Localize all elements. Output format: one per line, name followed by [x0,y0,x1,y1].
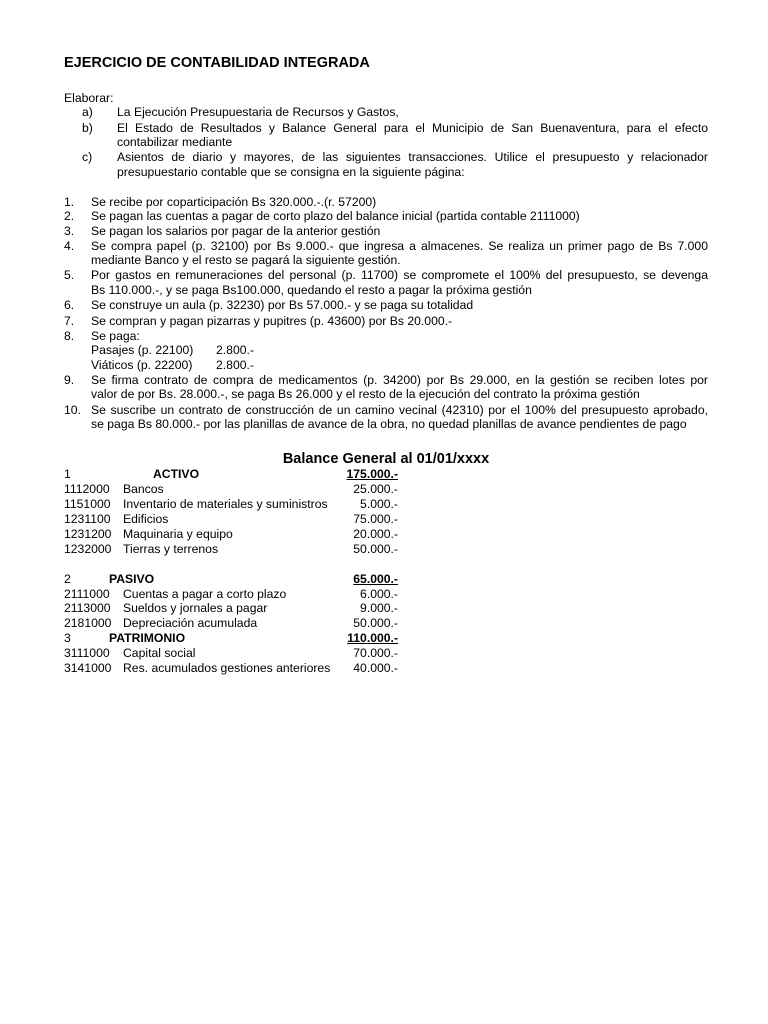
transaction-text: Se paga: [91,329,140,343]
transaction-number: 3. [64,224,75,238]
transaction-text: Se compran y pagan pizarras y pupitres (p. 43600) por Bs 20.000.- [91,314,453,328]
transaction-number: 2. [64,209,75,223]
balance-title: Balance General al 01/01/xxxx [282,451,490,467]
section-label-patrimonio: PATRIMONIO [109,631,186,645]
transaction-number: 5. [64,268,75,282]
account-desc: Maquinaria y equipo [123,527,233,541]
section-total-pasivo: 65.000.- [353,572,398,586]
account-desc: Inventario de materiales y suministros [123,497,328,511]
account-desc: Edificios [123,512,169,526]
account-code: 1112000 [64,482,110,496]
transaction-text: Se construye un aula (p. 32230) por Bs 57.000.- y se paga su totalidad [91,298,474,312]
transaction-text: Se pagan los salarios por pagar de la anterior gestión [91,224,381,238]
intro-item-letter: a) [82,105,93,119]
account-code: 3141000 [64,661,112,675]
account-desc: Cuentas a pagar a corto plazo [123,587,287,601]
transaction-number: 4. [64,239,75,253]
account-desc: Tierras y terrenos [123,542,219,556]
intro-item-letter: b) [82,121,93,135]
transaction-text: Se compra papel (p. 32100) por Bs 9.000.- que ingresa a almacenes. Se realiza un primer pago de Bs 7.000 [91,239,708,253]
account-amount: 6.000.- [360,587,398,601]
intro-item-text: contabilizar mediante [117,135,233,149]
intro-item-text: La Ejecución Presupuestaria de Recursos y Gastos, [117,105,399,119]
intro-item-text: Asientos de diario y mayores, de las siguientes transacciones. Utilice el presupuesto y relacionador [117,150,708,164]
account-code: 1151000 [64,497,111,511]
account-code: 2181000 [64,616,112,630]
intro-item-letter: c) [82,150,93,164]
account-amount: 40.000.- [353,661,398,675]
transaction-text: Se recibe por coparticipación Bs 320.000.-.(r. 57200) [91,195,377,209]
account-code: 2111000 [64,587,110,601]
transaction-number: 7. [64,314,75,328]
account-desc: Capital social [123,646,196,660]
account-amount: 70.000.- [353,646,398,660]
account-code: 2113000 [64,601,111,615]
sub-item-label: Pasajes (p. 22100) [91,343,194,357]
account-amount: 50.000.- [353,616,398,630]
account-code: 1231100 [64,512,111,526]
section-code: 1 [64,467,71,481]
transaction-number: 10. [64,403,81,417]
transaction-text: Se firma contrato de compra de medicamentos (p. 34200) por Bs 29.000, en la gestión se reciben lotes por [91,373,708,387]
intro-item-text: El Estado de Resultados y Balance General para el Municipio de San Buenaventura, para el efecto [117,121,708,135]
account-desc: Res. acumulados gestiones anteriores [123,661,331,675]
sub-item-amount: 2.800.- [216,343,254,357]
intro-item-text: presupuestario contable que se consigna en la siguiente página: [117,165,465,179]
sub-item-amount: 2.800.- [216,358,254,372]
transaction-number: 1. [64,195,75,209]
transaction-text: valor de por Bs. 28.000.-, se paga Bs 26.000 y el resto de la ejecución del contrato la próxima gestión [91,387,640,401]
account-amount: 50.000.- [353,542,398,556]
account-code: 3111000 [64,646,110,660]
section-total-activo: 175.000.- [346,467,398,481]
account-code: 1231200 [64,527,112,541]
transaction-text: se paga Bs 80.000.- por las planillas de avance de la obra, no quedad planillas de avance pendientes de pago [91,417,687,431]
section-label-pasivo: PASIVO [109,572,155,586]
account-amount: 25.000.- [353,482,398,496]
transaction-number: 8. [64,329,75,343]
sub-item-label: Viáticos (p. 22200) [91,358,193,372]
section-code: 2 [64,572,71,586]
document-title: EJERCICIO DE CONTABILIDAD INTEGRADA [64,55,370,71]
account-amount: 75.000.- [353,512,398,526]
account-amount: 9.000.- [360,601,398,615]
transaction-number: 6. [64,298,75,312]
transaction-text: mediante Banco y el resto se pagará la siguiente gestión. [91,253,401,267]
transaction-text: Por gastos en remuneraciones del personal (p. 11700) se compromete el 100% del presupuesto, se devenga [91,268,708,282]
section-label-activo: ACTIVO [153,467,200,481]
section-code: 3 [64,631,71,645]
account-desc: Sueldos y jornales a pagar [123,601,268,615]
account-code: 1232000 [64,542,112,556]
account-desc: Depreciación acumulada [123,616,258,630]
transaction-number: 9. [64,373,75,387]
account-desc: Bancos [123,482,164,496]
intro-label: Elaborar: [64,91,114,105]
account-amount: 20.000.- [353,527,398,541]
transaction-text: Se pagan las cuentas a pagar de corto plazo del balance inicial (partida contable 2111000) [91,209,580,223]
transaction-text: Se suscribe un contrato de construcción de un camino vecinal (42310) por el 100% del presupuesto aprobado, [91,403,708,417]
account-amount: 5.000.- [360,497,398,511]
transaction-text: Bs 110.000.-, y se paga Bs100.000, quedando el resto a pagar la próxima gestión [91,283,532,297]
section-total-patrimonio: 110.000.- [347,631,398,645]
